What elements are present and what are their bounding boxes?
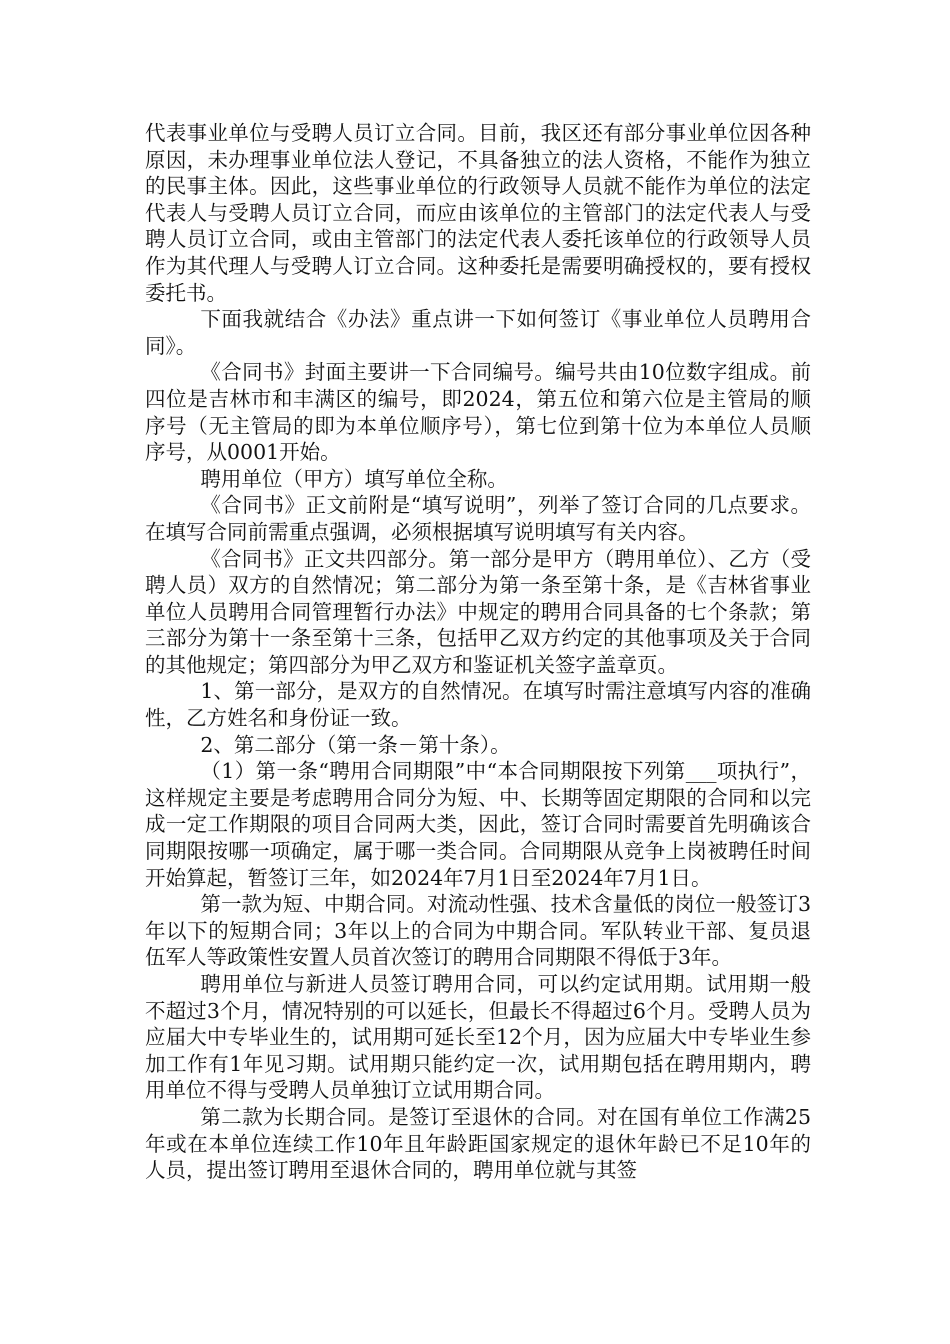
paragraph-6: 《合同书》正文共四部分。第一部分是甲方（聘用单位）、乙方（受聘人员）双方的自然情况；第二部分为第一条至第十条，是《吉林省事业单位人员聘用合同管理暂行办法》中规定的聘用合同具备的七个条款；第三部分为第十一条至第十三条，包括甲乙双方约定的其他事项及关于合同的其他规定；第四部分为甲乙双方和鉴证机关签字盖章页。 — [145, 546, 811, 677]
paragraph-5: 《合同书》正文前附是“填写说明”，列举了签订合同的几点要求。在填写合同前需重点强调，必须根据填写说明填写有关内容。 — [145, 493, 811, 544]
document-body — [145, 120, 811, 1184]
paragraph-2: 下面我就结合《办法》重点讲一下如何签订《事业单位人员聘用合同》。 — [145, 307, 811, 358]
paragraph-8: 2、第二部分（第一条－第十条）。 — [200, 732, 511, 757]
paragraph-9: （1）第一条“聘用合同期限”中“本合同期限按下列第___项执行”，这样规定主要是考虑聘用合同分为短、中、长期等固定期限的合同和以完成一定工作期限的项目合同两大类，因此，签订合同时需要首先明确该合同期限按哪一项确定，属于哪一类合同。合同期限从竞争上岗被聘任时间开始算起，暂签订三年，如2024年7月1日至2024年7月1日。 — [145, 759, 811, 890]
paragraph-11: 聘用单位与新进人员签订聘用合同，可以约定试用期。试用期一般不超过3个月，情况特别的可以延长，但最长不得超过6个月。受聘人员为应届大中专毕业生的，试用期可延长至12个月，因为应届大中专毕业生参加工作有1年见习期。试用期只能约定一次，试用期包括在聘用期内，聘用单位不得与受聘人员单独订立试用期合同。 — [145, 972, 811, 1103]
paragraph-1: 代表事业单位与受聘人员订立合同。目前，我区还有部分事业单位因各种原因，未办理事业单位法人登记，不具备独立的法人资格，不能作为独立的民事主体。因此，这些事业单位的行政领导人员就不能作为单位的法定代表人与受聘人员订立合同，而应由该单位的主管部门的法定代表人与受聘人员订立合同，或由主管部门的法定代表人委托该单位的行政领导人员作为其代理人与受聘人订立合同。这种委托是需要明确授权的，要有授权委托书。 — [145, 121, 811, 305]
paragraph-4: 聘用单位（甲方）填写单位全称。 — [200, 466, 508, 491]
paragraph-7: 1、第一部分，是双方的自然情况。在填写时需注意填写内容的准确性，乙方姓名和身份证一致。 — [145, 679, 811, 731]
paragraph-10: 第一款为短、中期合同。对流动性强、技术含量低的岗位一般签订3年以下的短期合同；3年以上的合同为中期合同。军队转业干部、复员退伍军人等政策性安置人员首次签订的聘用合同期限不得低于3年。 — [145, 892, 811, 970]
paragraph-3: 《合同书》封面主要讲一下合同编号。编号共由10位数字组成。前四位是吉林市和丰满区的编号，即2024，第五位和第六位是主管局的顺序号（无主管局的即为本单位顺序号），第七位到第十位为本单位人员顺序号，从0001开始。 — [145, 360, 811, 465]
paragraph-12: 第二款为长期合同。是签订至退休的合同。对在国有单位工作满25年或在本单位连续工作10年且年龄距国家规定的退休年龄已不足10年的人员，提出签订聘用至退休合同的，聘用单位就与其签 — [145, 1104, 811, 1183]
